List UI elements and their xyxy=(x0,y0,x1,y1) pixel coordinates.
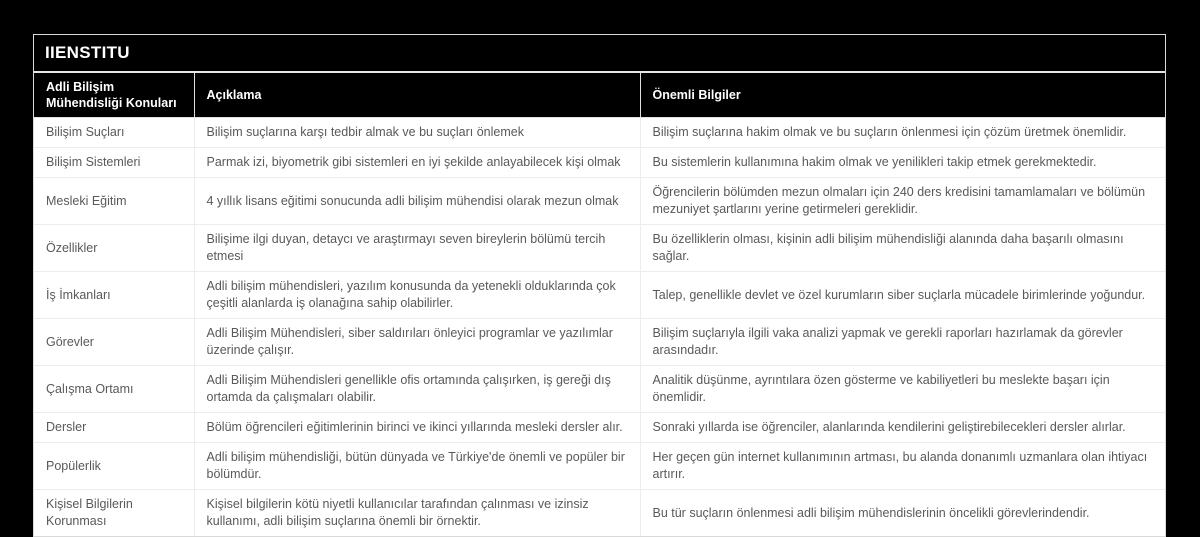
table-row xyxy=(34,148,1165,178)
topic-cell: Özellikler xyxy=(34,225,194,272)
description-cell: Adli bilişim mühendisliği, bütün dünyada ve Türkiye'de önemli ve popüler bir bölümdür. xyxy=(194,443,640,490)
topic-cell: Bilişim Suçları xyxy=(34,118,194,148)
topic-cell: Çalışma Ortamı xyxy=(34,366,194,413)
column-header-info: Önemli Bilgiler xyxy=(640,73,1165,118)
topic-cell: Kişisel Bilgilerin Korunması xyxy=(34,490,194,537)
topic-cell: Dersler xyxy=(34,413,194,443)
info-cell: Sonraki yıllarda ise öğrenciler, alanlarında kendilerini geliştirebilecekleri dersler alırlar. xyxy=(640,413,1165,443)
topic-cell: Mesleki Eğitim xyxy=(34,178,194,225)
info-cell: Öğrencilerin bölümden mezun olmaları için 240 ders kredisini tamamlamaları ve bölümün mezuniyet şartlarını yerine getirmeleri gereklidir. xyxy=(640,178,1165,225)
table-row xyxy=(34,490,1165,537)
table-row xyxy=(34,413,1165,443)
description-cell: Bölüm öğrencileri eğitimlerinin birinci ve ikinci yıllarında mesleki dersler alır. xyxy=(194,413,640,443)
info-cell: Her geçen gün internet kullanımının artması, bu alanda donanımlı uzmanlara olan ihtiyacı artırır. xyxy=(640,443,1165,490)
column-header-topic: Adli Bilişim Mühendisliği Konuları xyxy=(34,73,194,118)
table-header-row xyxy=(34,73,1165,118)
table-row xyxy=(34,272,1165,319)
topic-cell: Görevler xyxy=(34,319,194,366)
description-cell: Adli bilişim mühendisleri, yazılım konusunda da yetenekli olduklarında çok çeşitli alanlarda iş olanağına sahip olabilirler. xyxy=(194,272,640,319)
description-cell: Parmak izi, biyometrik gibi sistemleri en iyi şekilde anlayabilecek kişi olmak xyxy=(194,148,640,178)
topic-cell: İş İmkanları xyxy=(34,272,194,319)
description-cell: Bilişim suçlarına karşı tedbir almak ve bu suçları önlemek xyxy=(194,118,640,148)
table-row xyxy=(34,319,1165,366)
topic-cell: Bilişim Sistemleri xyxy=(34,148,194,178)
info-cell: Talep, genellikle devlet ve özel kurumların siber suçlarla mücadele birimlerinde yoğundur. xyxy=(640,272,1165,319)
info-cell: Bu tür suçların önlenmesi adli bilişim mühendislerinin öncelikli görevlerindendir. xyxy=(640,490,1165,537)
table-row xyxy=(34,225,1165,272)
description-cell: Adli Bilişim Mühendisleri, siber saldırıları önleyici programlar ve yazılımlar üzerinde çalışır. xyxy=(194,319,640,366)
description-cell: Adli Bilişim Mühendisleri genellikle ofis ortamında çalışırken, iş gereği dış ortamda da çalışmaları olabilir. xyxy=(194,366,640,413)
table-row xyxy=(34,443,1165,490)
column-header-description: Açıklama xyxy=(194,73,640,118)
description-cell: 4 yıllık lisans eğitimi sonucunda adli bilişim mühendisi olarak mezun olmak xyxy=(194,178,640,225)
info-cell: Analitik düşünme, ayrıntılara özen gösterme ve kabiliyetleri bu meslekte başarı için önemlidir. xyxy=(640,366,1165,413)
topics-table xyxy=(34,73,1165,536)
content-card xyxy=(33,34,1166,537)
table-row xyxy=(34,366,1165,413)
info-cell: Bu sistemlerin kullanımına hakim olmak ve yenilikleri takip etmek gerekmektedir. xyxy=(640,148,1165,178)
info-cell: Bilişim suçlarıyla ilgili vaka analizi yapmak ve gerekli raporları hazırlamak da görevler arasındadır. xyxy=(640,319,1165,366)
info-cell: Bilişim suçlarına hakim olmak ve bu suçların önlenmesi için çözüm üretmek önemlidir. xyxy=(640,118,1165,148)
topic-cell: Popülerlik xyxy=(34,443,194,490)
brand-title: IIENSTITU xyxy=(34,35,1165,73)
table-row xyxy=(34,118,1165,148)
description-cell: Kişisel bilgilerin kötü niyetli kullanıcılar tarafından çalınması ve izinsiz kullanımı, adli bilişim suçlarına önemli bir örnektir. xyxy=(194,490,640,537)
info-cell: Bu özelliklerin olması, kişinin adli bilişim mühendisliği alanında daha başarılı olmasını sağlar. xyxy=(640,225,1165,272)
description-cell: Bilişime ilgi duyan, detaycı ve araştırmayı seven bireylerin bölümü tercih etmesi xyxy=(194,225,640,272)
table-row xyxy=(34,178,1165,225)
